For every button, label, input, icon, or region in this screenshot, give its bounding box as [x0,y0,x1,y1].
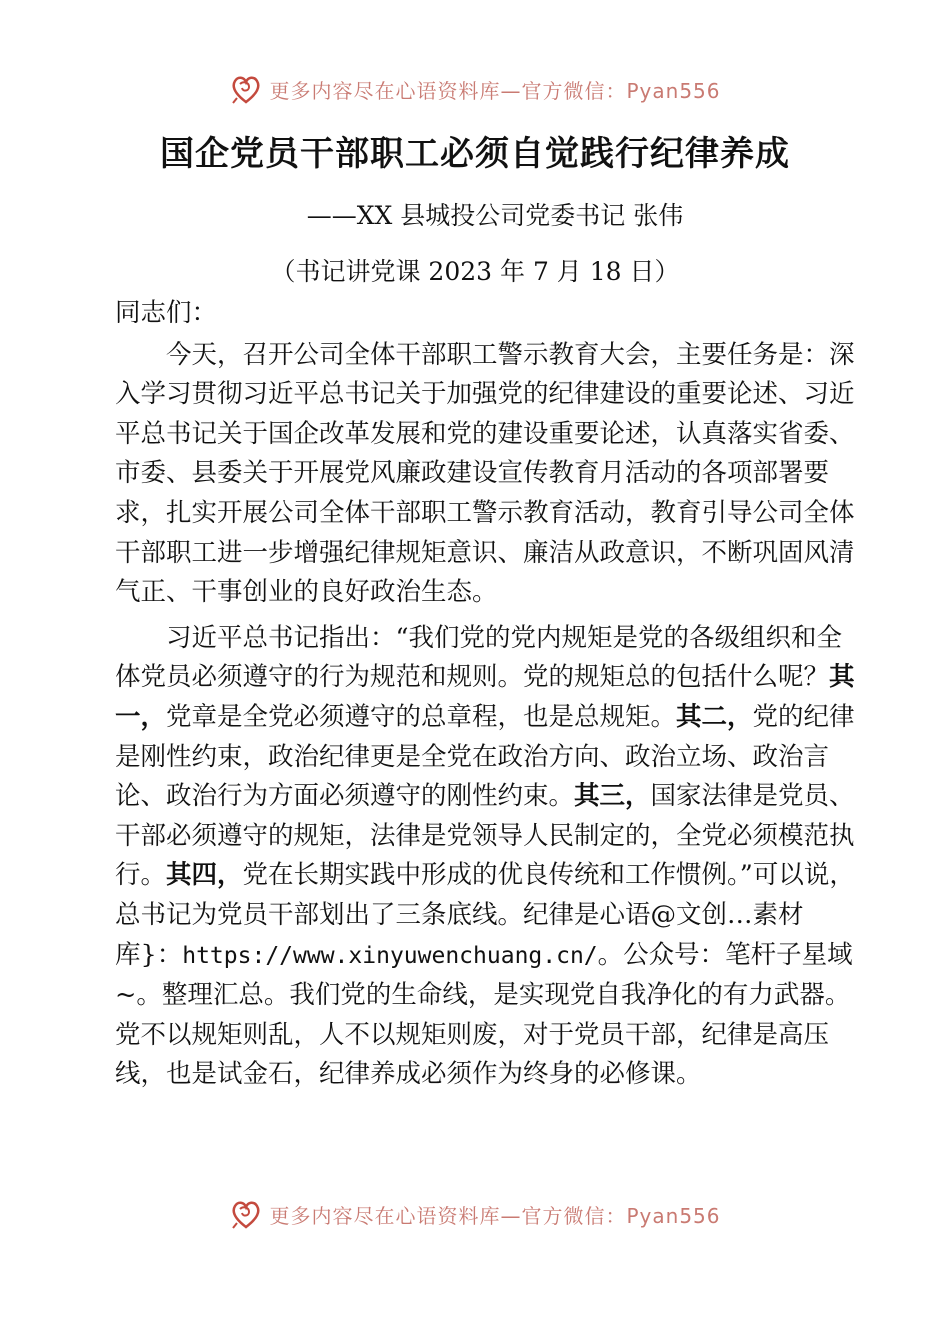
source-url: https://www.xinyuwenchuang.cn/ [182,942,598,969]
greeting: 同志们： [115,298,218,328]
heart-swirl-logo-icon [229,1197,263,1231]
paragraph-2-s2: 党的纪律是刚性约束，政治纪律更是全党在政治方向、政治立场、政治言论、政治行为方面必须遵守的刚性约束。 [115,701,855,812]
keyword-third: 其三， [574,781,651,812]
banner-text: 更多内容尽在心语资料库—官方微信： [269,78,627,103]
keyword-fourth: 其四， [166,860,243,891]
document-date: （书记讲党课 2023 年 7 月 18 日） [270,257,680,286]
document-body [115,294,855,1095]
header-watermark-banner [0,72,950,106]
paragraph-2 [115,619,855,1095]
paragraph-2-s1: 党章是全党必须遵守的总章程，也是总规矩。 [166,701,677,732]
banner-wechat-id: Pyan556 [626,78,721,103]
banner-text: 更多内容尽在心语资料库—官方微信： [269,1203,627,1228]
heart-swirl-logo-icon [229,72,263,106]
banner-wechat-id: Pyan556 [626,1203,721,1228]
footer-watermark-banner [0,1197,950,1231]
paragraph-2-s5: 。公众号：笔杆子星域~。整理汇总。我们党的生命线，是实现党自我净化的有力武器。党不以规矩则乱，人不以规矩则废，对于党员干部，纪律是高压线，也是试金石，纪律养成必须作为终身的必修课。 [115,939,853,1090]
keyword-second: 其二， [676,701,753,732]
paragraph-2-intro: 习近平总书记指出：“我们党的党内规矩是党的各级组织和全体党员必须遵守的行为规范和规则。党的规矩总的包括什么呢？ [115,622,843,693]
document-title: 国企党员干部职工必须自觉践行纪律养成 [160,134,790,174]
keyword-first: 其一， [115,662,855,732]
paragraph-1: 今天，召开公司全体干部职工警示教育大会，主要任务是：深入学习贯彻习近平总书记关于加强党的纪律建设的重要论述、习近平总书记关于国企改革发展和党的建设重要论述，认真落实省委、市委、县委关于开展党风廉政建设宣传教育月活动的各项部署要求，扎实开展公司全体干部职工警示教育活动，教育引导公司全体干部职工进一步增强纪律规矩意识、廉洁从政意识，不断巩固风清气正、干事创业的良好政治生态。 [115,339,855,608]
paragraph-2-s4: 党在长期实践中形成的优良传统和工作惯例。”可以说，总书记为党员干部划出了三条底线。纪律是心语@文创…素材库}： [115,860,855,970]
document-author: ——XX 县城投公司党委书记 张伟 [306,201,684,230]
paragraph-2-s3: 国家法律是党员、干部必须遵守的规矩，法律是党领导人民制定的，全党必须模范执行。 [115,781,855,891]
